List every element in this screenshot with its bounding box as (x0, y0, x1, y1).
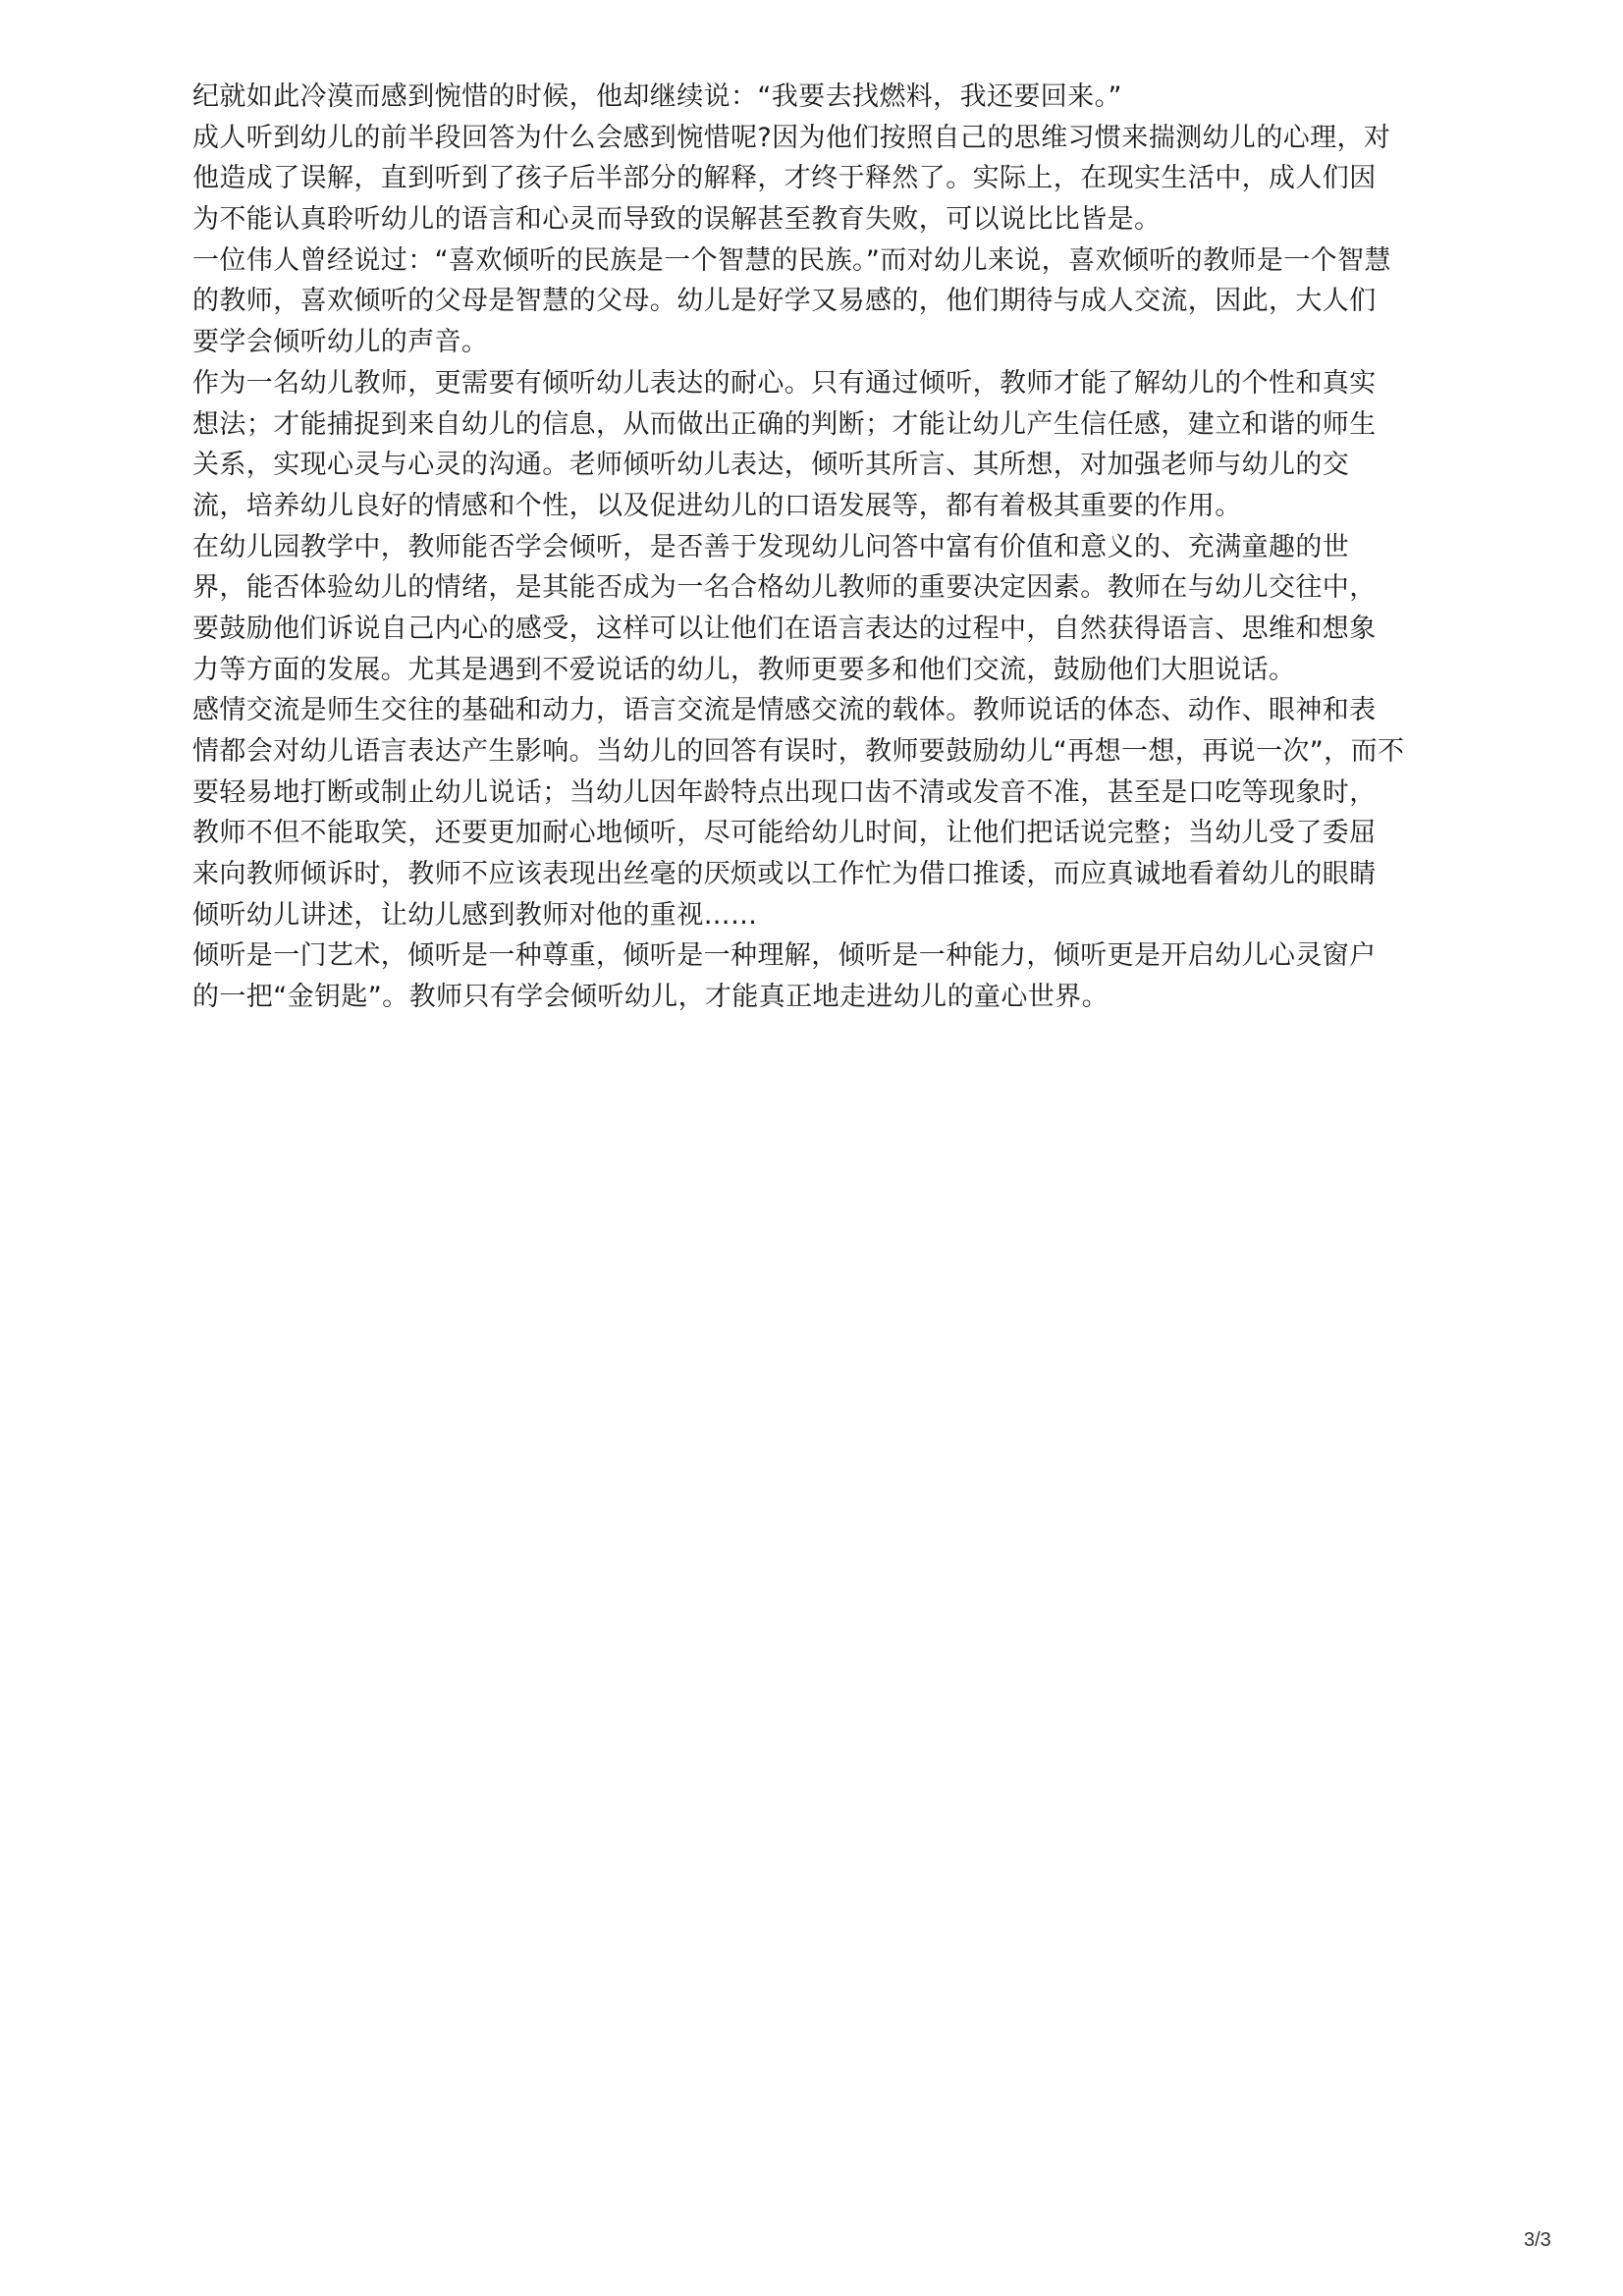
text-line: 作为一名幼儿教师，更需要有倾听幼儿表达的耐心。只有通过倾听，教师才能了解幼儿的个性和真实 (192, 367, 1377, 399)
text-line: 要鼓励他们诉说自己内心的感受，这样可以让他们在语言表达的过程中，自然获得语言、思维和想象 (192, 613, 1377, 644)
text-line: 力等方面的发展。尤其是遇到不爱说话的幼儿，教师更要多和他们交流，鼓励他们大胆说话。 (192, 654, 1296, 685)
text-line: 在幼儿园教学中，教师能否学会倾听，是否善于发现幼儿问答中富有价值和意义的、充满童趣的世 (192, 531, 1350, 562)
text-line: 情都会对幼儿语言表达产生影响。当幼儿的回答有误时，教师要鼓励幼儿“再想一想，再说一次”，而不 (192, 736, 1405, 767)
text-line: 要轻易地打断或制止幼儿说话；当幼儿因年龄特点出现口齿不清或发音不准，甚至是口吃等现象时， (192, 776, 1377, 808)
text-line: 一位伟人曾经说过：“喜欢倾听的民族是一个智慧的民族。”而对幼儿来说，喜欢倾听的教师是一个智慧 (192, 244, 1391, 276)
text-line: 的一把“金钥匙”。教师只有学会倾听幼儿，才能真正地走进幼儿的童心世界。 (192, 982, 1109, 1013)
text-line: 倾听幼儿讲述，让幼儿感到教师对他的重视…… (192, 899, 758, 931)
text-line: 感情交流是师生交往的基础和动力，语言交流是情感交流的载体。教师说话的体态、动作、眼神和表 (192, 695, 1377, 726)
page-number: 3/3 (1524, 2229, 1551, 2251)
text-line: 成人听到幼儿的前半段回答为什么会感到惋惜呢?因为他们按照自己的思维习惯来揣测幼儿的心理，对 (192, 122, 1391, 153)
text-line: 倾听是一门艺术，倾听是一种尊重，倾听是一种理解，倾听是一种能力，倾听更是开启幼儿心灵窗户 (192, 940, 1377, 972)
text-line: 流，培养幼儿良好的情感和个性，以及促进幼儿的口语发展等，都有着极其重要的作用。 (192, 490, 1242, 521)
text-line: 想法；才能捕捉到来自幼儿的信息，从而做出正确的判断；才能让幼儿产生信任感，建立和谐的师生 (192, 408, 1377, 440)
text-line: 的教师，喜欢倾听的父母是智慧的父母。幼儿是好学又易感的，他们期待与成人交流，因此，大人们 (192, 286, 1377, 317)
text-line: 纪就如此冷漠而感到惋惜的时候，他却继续说：“我要去找燃料，我还要回来。” (192, 81, 1122, 112)
text-line: 界，能否体验幼儿的情绪，是其能否成为一名合格幼儿教师的重要决定因素。教师在与幼儿交往中， (192, 572, 1377, 604)
document-body (192, 77, 1479, 1018)
text-line: 教师不但不能取笑，还要更加耐心地倾听，尽可能给幼儿时间，让他们把话说完整；当幼儿受了委屈 (192, 818, 1377, 849)
text-line: 他造成了误解，直到听到了孩子后半部分的解释，才终于释然了。实际上，在现实生活中，成人们因 (192, 163, 1377, 194)
text-line: 关系，实现心灵与心灵的沟通。老师倾听幼儿表达，倾听其所言、其所想，对加强老师与幼儿的交 (192, 450, 1350, 481)
text-line: 要学会倾听幼儿的声音。 (192, 327, 489, 358)
text-line: 为不能认真聆听幼儿的语言和心灵而导致的误解甚至教育失败，可以说比比皆是。 (192, 204, 1162, 236)
text-line: 来向教师倾诉时，教师不应该表现出丝毫的厌烦或以工作忙为借口推诿，而应真诚地看着幼儿的眼睛 (192, 859, 1377, 890)
